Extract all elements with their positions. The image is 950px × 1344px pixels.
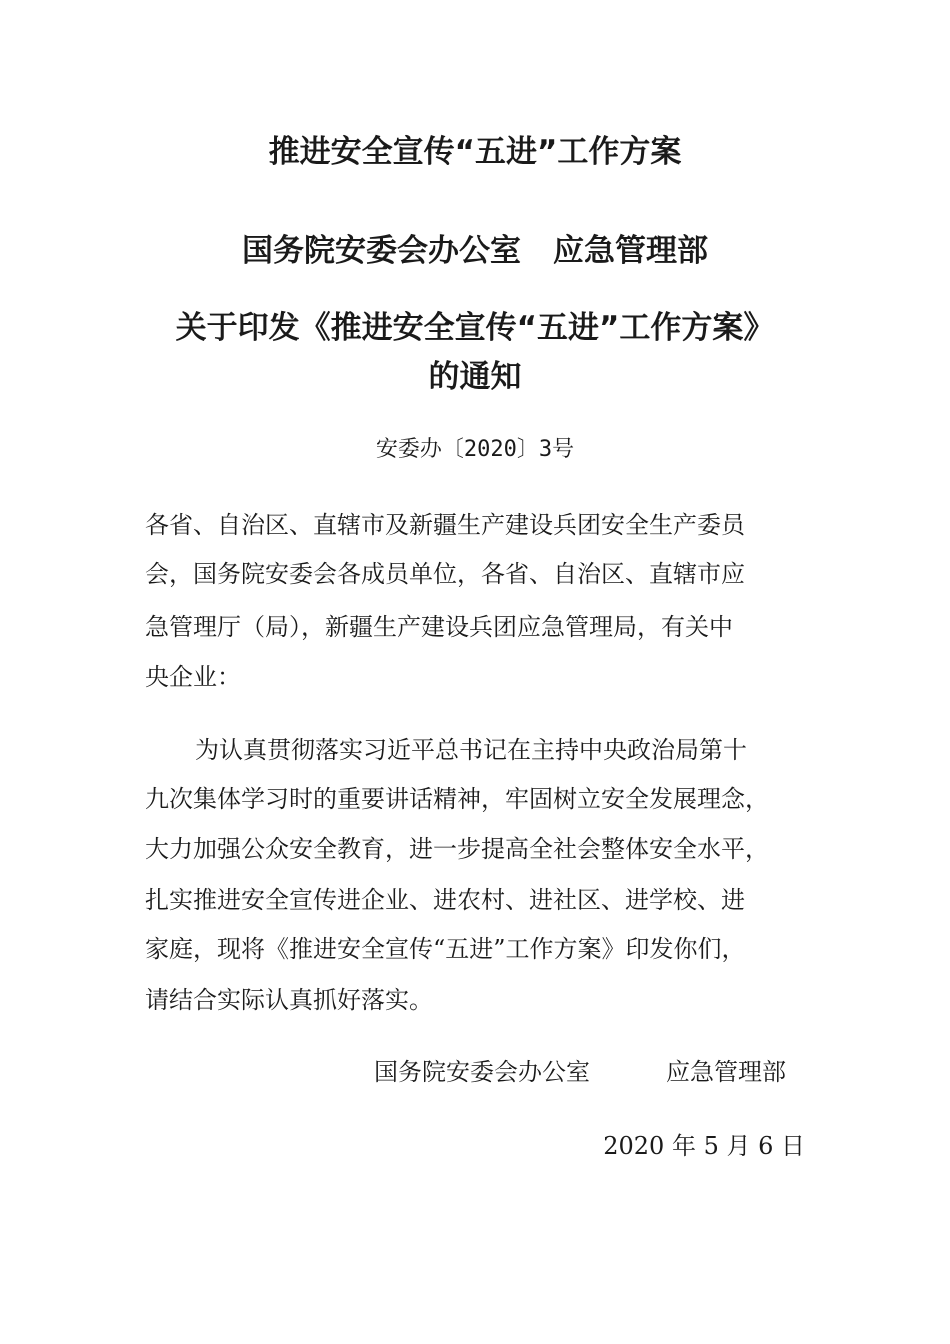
body-paragraph-line: 九次集体学习时的重要讲话精神，牢固树立安全发展理念，: [145, 785, 769, 813]
addressee-line: 各省、自治区、直辖市及新疆生产建设兵团安全生产委员: [145, 511, 745, 539]
body-paragraph-line: 扎实推进安全宣传进企业、进农村、进社区、进学校、进: [145, 886, 745, 914]
addressee-line: 央企业：: [145, 663, 241, 691]
body-paragraph-line: 大力加强公众安全教育，进一步提高全社会整体安全水平，: [145, 835, 769, 863]
body-paragraph-line: 为认真贯彻落实习近平总书记在主持中央政治局第十: [195, 736, 747, 764]
notice-title-line-2: 的通知: [428, 359, 522, 395]
issuer-name-2: 应急管理部: [553, 233, 708, 269]
signature-block: [374, 1055, 786, 1089]
signature-issuer-2: 应急管理部: [666, 1058, 786, 1086]
document-number: 安委办〔2020〕3号: [375, 437, 575, 462]
body-paragraph-line: 家庭，现将《推进安全宣传“五进”工作方案》印发你们，: [145, 935, 746, 963]
notice-title-line-1: 关于印发《推进安全宣传“五进”工作方案》: [175, 310, 775, 346]
document-title: 推进安全宣传“五进”工作方案: [268, 134, 682, 170]
issue-date: 2020 年 5 月 6 日: [603, 1132, 805, 1160]
issuer-name-1: 国务院安委会办公室: [242, 233, 521, 269]
addressee-line: 会，国务院安委会各成员单位，各省、自治区、直辖市应: [145, 560, 745, 588]
signature-issuer-1: 国务院安委会办公室: [374, 1058, 590, 1086]
body-paragraph-line: 请结合实际认真抓好落实。: [145, 986, 433, 1014]
issuer-heading: [0, 231, 950, 271]
addressee-line: 急管理厅（局），新疆生产建设兵团应急管理局，有关中: [145, 613, 733, 641]
